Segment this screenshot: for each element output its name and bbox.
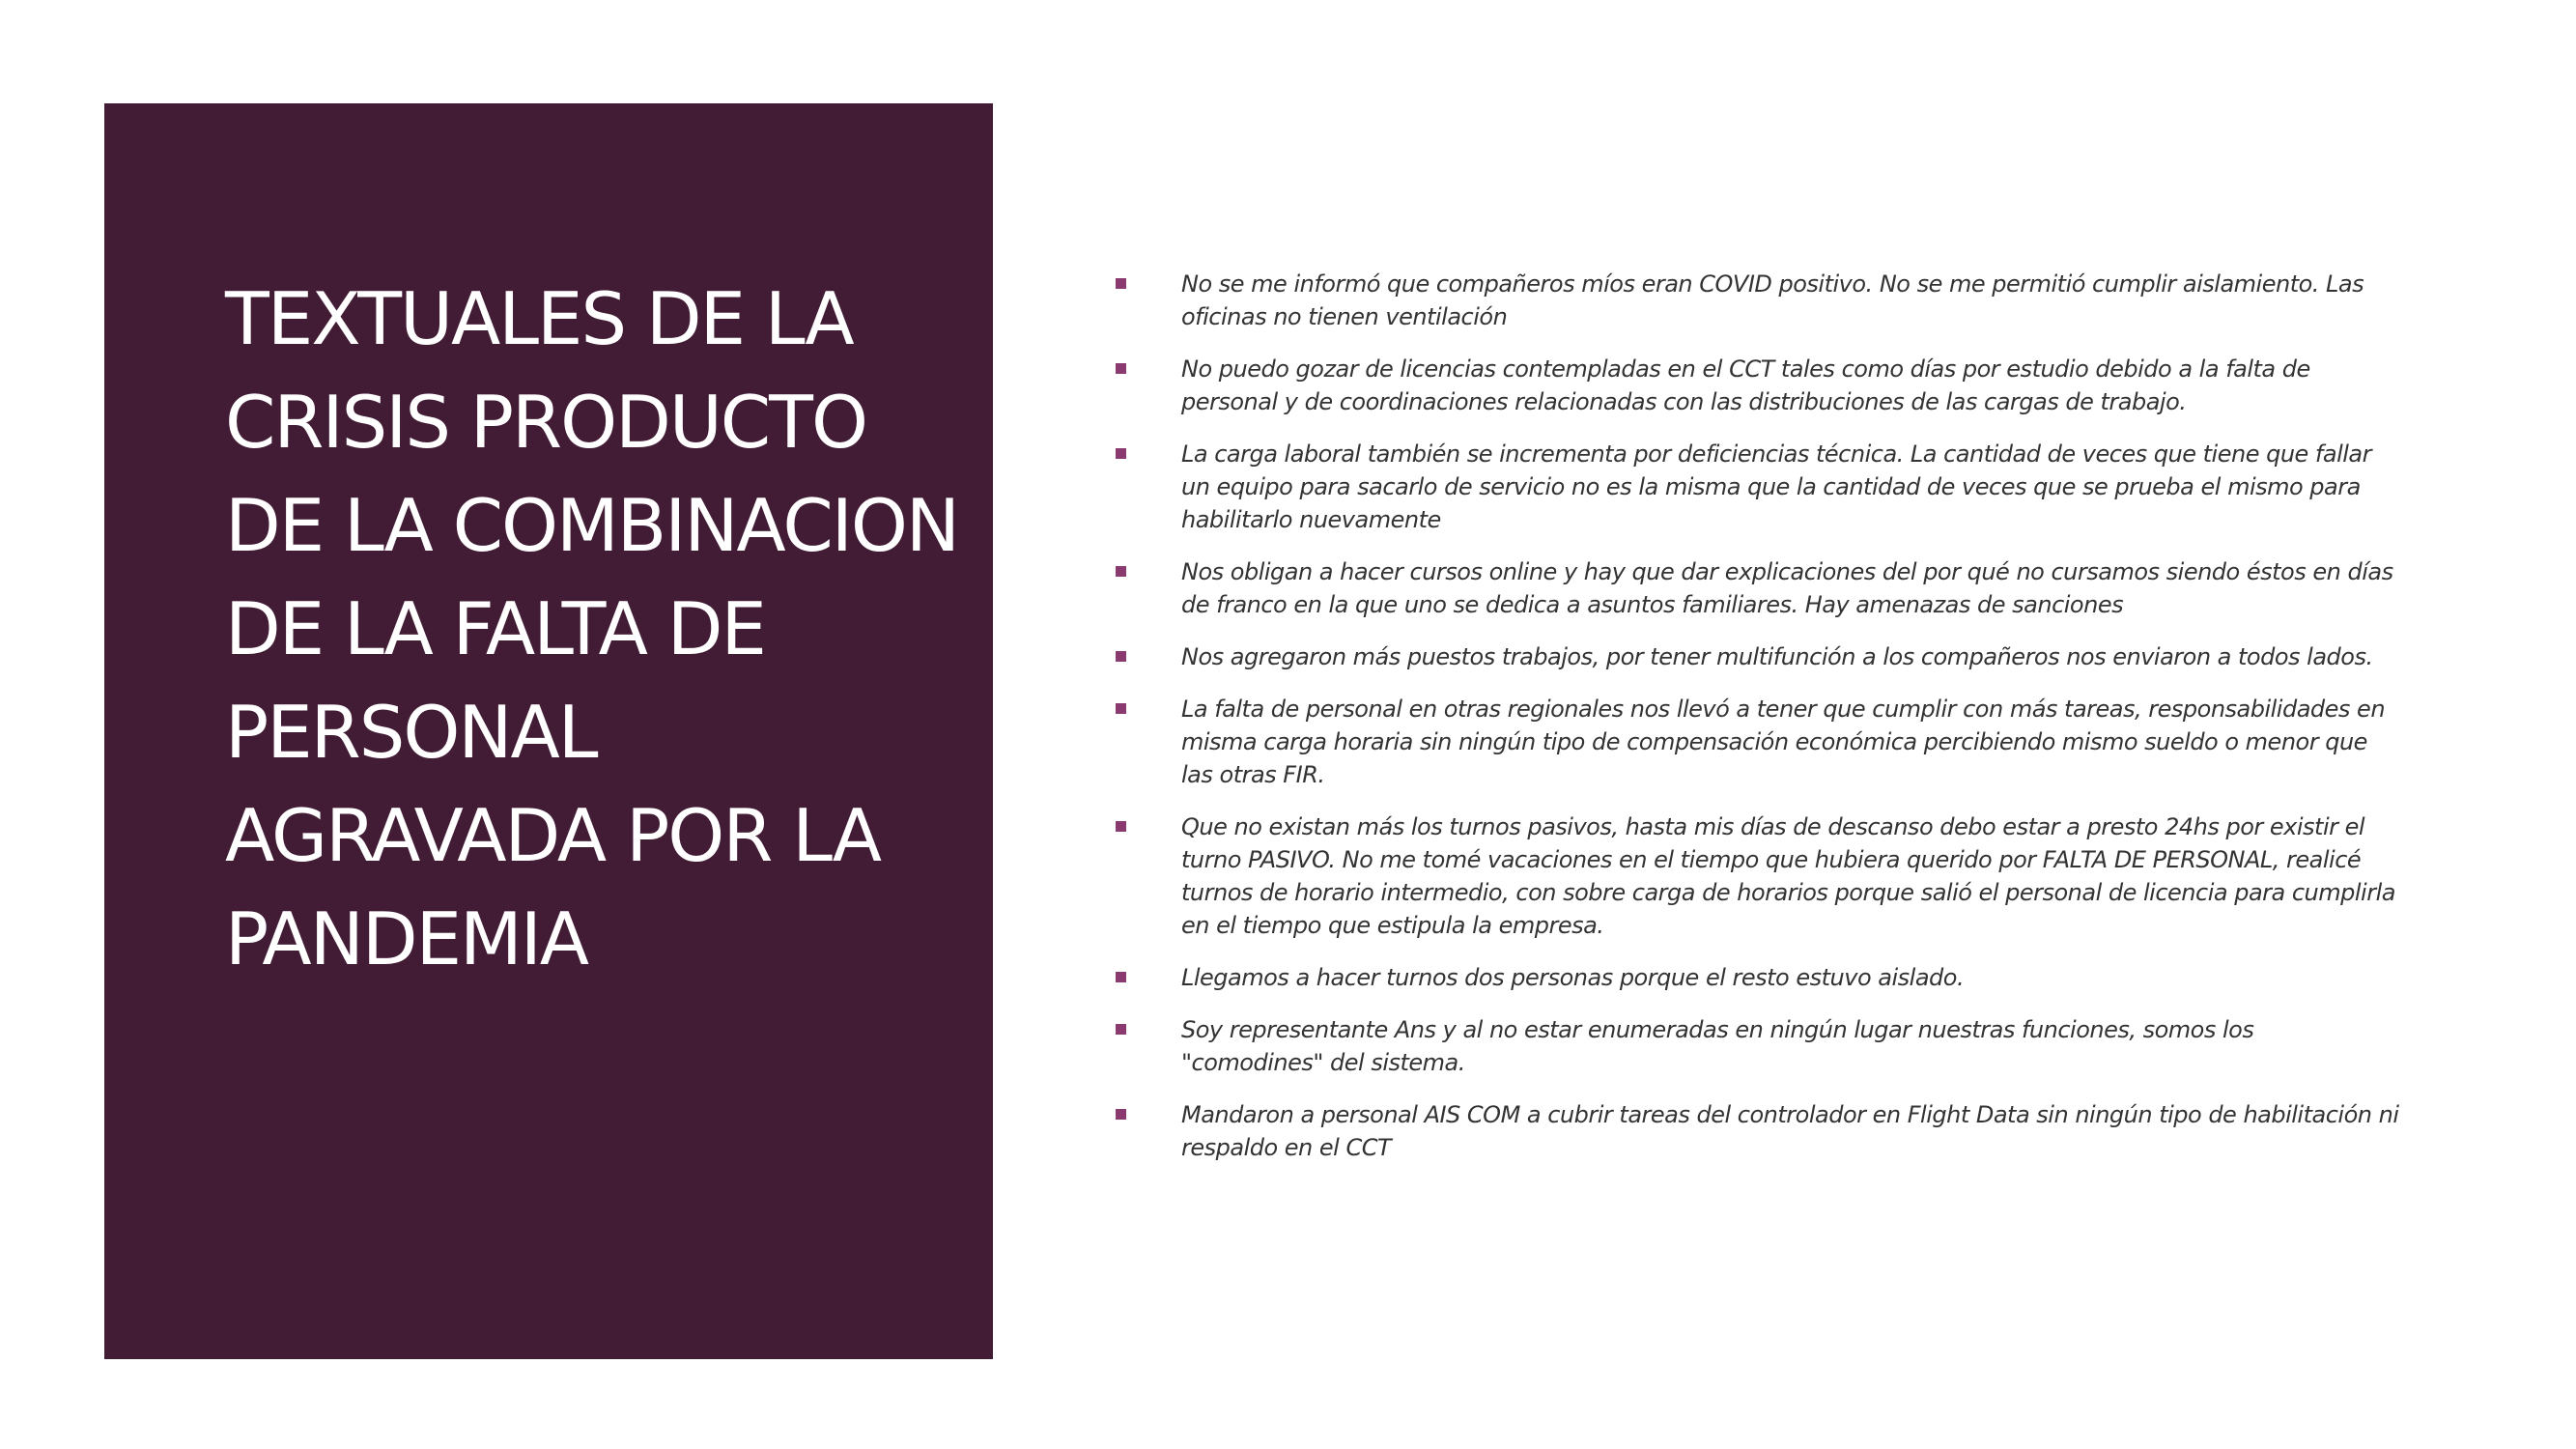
square-bullet-icon xyxy=(1116,566,1126,577)
square-bullet-icon xyxy=(1116,651,1126,662)
square-bullet-icon xyxy=(1116,821,1126,832)
quote-item xyxy=(1116,268,2400,333)
square-bullet-icon xyxy=(1116,972,1126,982)
quote-item xyxy=(1116,1098,2400,1164)
square-bullet-icon xyxy=(1116,1109,1126,1120)
square-bullet-icon xyxy=(1116,703,1126,714)
square-bullet-icon xyxy=(1116,1024,1126,1035)
quote-text: No se me informó que compañeros míos eran COVID positivo. No se me permitió cumplir aislamiento. Las oficinas no tienen ventilación xyxy=(1181,270,2364,330)
quote-item xyxy=(1116,693,2400,791)
slide-title: TEXTUALES DE LA CRISIS PRODUCTO DE LA COMBINACION DE LA FALTA DE PERSONAL AGRAVADA POR LA PANDEMIA xyxy=(225,276,959,981)
quote-item xyxy=(1116,640,2400,673)
title-panel xyxy=(104,103,993,1359)
square-bullet-icon xyxy=(1116,448,1126,459)
quote-text: Mandaron a personal AIS COM a cubrir tareas del controlador en Flight Data sin ningún tipo de habilitación ni respaldo en el CCT xyxy=(1181,1101,2399,1161)
quote-text: La falta de personal en otras regionales nos llevó a tener que cumplir con más tareas, responsabilidades en misma carga horaria sin ningún tipo de compensación económica percibiendo mismo sueldo o menor que las otras FIR. xyxy=(1181,696,2386,788)
quote-text: Llegamos a hacer turnos dos personas porque el resto estuvo aislado. xyxy=(1181,964,1965,991)
quote-text: Soy representante Ans y al no estar enumeradas en ningún lugar nuestras funciones, somos los "comodines" del sistema. xyxy=(1181,1016,2254,1076)
quote-text: Nos obligan a hacer cursos online y hay que dar explicaciones del por qué no cursamos siendo éstos en días de franco en la que uno se dedica a asuntos familiares. Hay amenazas de sanciones xyxy=(1181,558,2393,618)
quote-text: Que no existan más los turnos pasivos, hasta mis días de descanso debo estar a presto 24hs por existir el turno PASIVO. No me tomé vacaciones en el tiempo que hubiera querido por FALTA DE PERSONAL, realicé turnos de horario intermedio, con sobre carga de horarios porque salió el personal de licencia para cumplirla en el tiempo que estipula la empresa. xyxy=(1181,813,2395,939)
quote-item xyxy=(1116,810,2400,942)
square-bullet-icon xyxy=(1116,363,1126,374)
quote-text: No puedo gozar de licencias contempladas en el CCT tales como días por estudio debido a la falta de personal y de coordinaciones relacionadas con las distribuciones de las cargas de trabajo. xyxy=(1181,355,2310,415)
quote-text: Nos agregaron más puestos trabajos, por tener multifunción a los compañeros nos enviaron a todos lados. xyxy=(1181,643,2373,670)
quote-item xyxy=(1116,1013,2400,1079)
quote-item xyxy=(1116,438,2400,536)
quote-item xyxy=(1116,353,2400,418)
quote-item xyxy=(1116,555,2400,621)
quote-list xyxy=(1116,268,2400,1183)
quote-item xyxy=(1116,961,2400,994)
square-bullet-icon xyxy=(1116,278,1126,289)
quote-text: La carga laboral también se incrementa por deficiencias técnica. La cantidad de veces que tiene que fallar un equipo para sacarlo de servicio no es la misma que la cantidad de veces que se prueba el mismo para habilitarlo nuevamente xyxy=(1181,440,2371,533)
